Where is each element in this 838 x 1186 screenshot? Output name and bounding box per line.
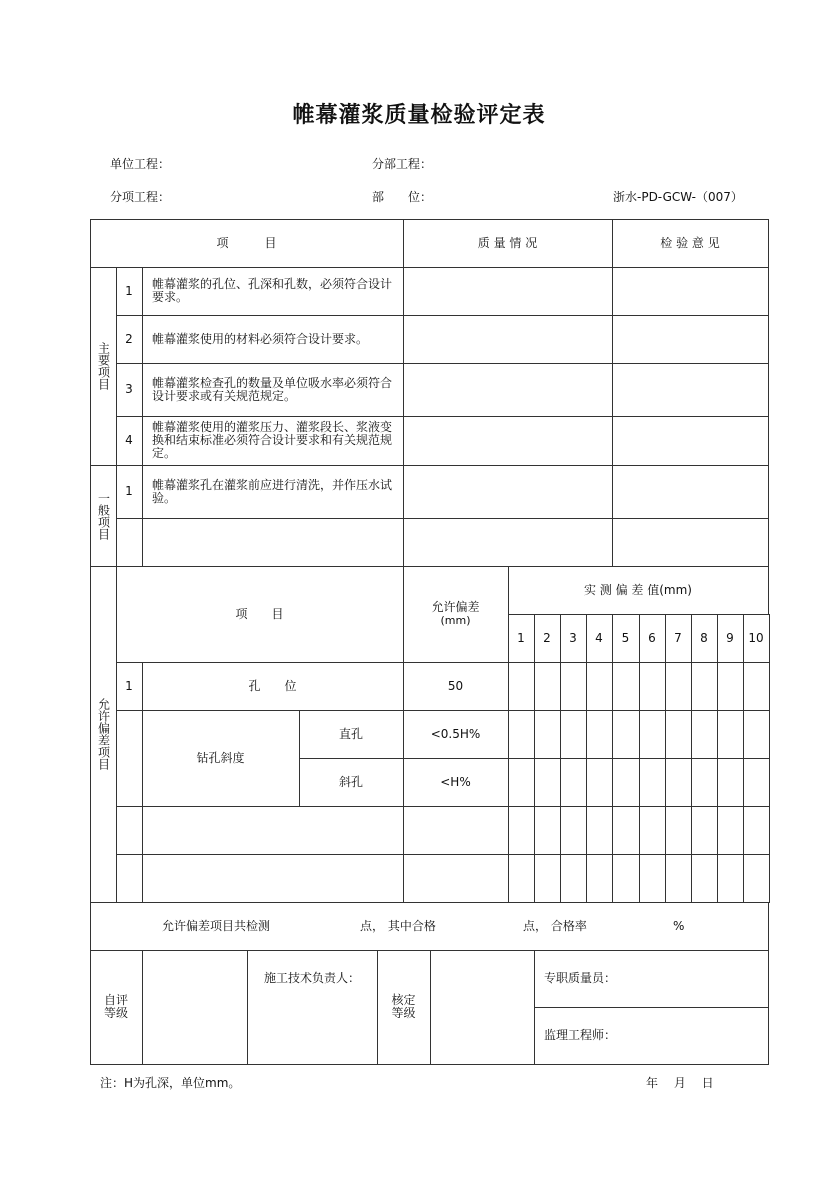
tech-lead-label: 施工技术负责人： bbox=[263, 971, 360, 985]
unit-project-label: 单位工程： bbox=[110, 157, 171, 171]
measured-value-cell[interactable] bbox=[743, 854, 770, 903]
row-no: 2 bbox=[116, 315, 143, 364]
allow-header-label: 允许偏差 bbox=[431, 600, 480, 614]
measured-column-header: 10 bbox=[743, 614, 770, 663]
row-no: 1 bbox=[116, 267, 143, 316]
measured-value-cell[interactable] bbox=[665, 806, 692, 855]
row-no bbox=[116, 710, 143, 807]
self-grade-label bbox=[90, 950, 143, 1065]
header-opinion-label: 检 验 意 见 bbox=[660, 235, 720, 250]
allowance-category-label: 允许偏差项目 bbox=[96, 698, 111, 770]
measured-value-cell[interactable] bbox=[534, 662, 561, 711]
measured-value-cell[interactable] bbox=[717, 854, 744, 903]
measured-value-cell[interactable] bbox=[743, 806, 770, 855]
row-text: 帷幕灌浆的孔位、孔深和孔数，必须符合设计要求。 bbox=[142, 267, 404, 316]
allowance-item[interactable] bbox=[142, 806, 404, 855]
measured-value-cell[interactable] bbox=[560, 710, 587, 759]
date-label: 年 月 日 bbox=[646, 1076, 714, 1090]
measured-value-cell[interactable] bbox=[717, 758, 744, 807]
allowance-value-header bbox=[403, 566, 509, 663]
opinion-cell[interactable] bbox=[612, 518, 769, 567]
division-project-label: 分部工程： bbox=[372, 157, 433, 171]
measured-value-cell[interactable] bbox=[560, 854, 587, 903]
allowance-item: 孔 位 bbox=[142, 662, 404, 711]
row-text: 帷幕灌浆使用的材料必须符合设计要求。 bbox=[142, 315, 404, 364]
header-item bbox=[90, 219, 404, 268]
row-no bbox=[116, 518, 143, 567]
measured-value-cell[interactable] bbox=[691, 806, 718, 855]
measured-value-cell[interactable] bbox=[534, 710, 561, 759]
measured-value-cell[interactable] bbox=[508, 710, 535, 759]
location-label: 部 位： bbox=[372, 190, 433, 204]
allowance-value: <0.5H% bbox=[403, 710, 509, 759]
measured-header bbox=[508, 566, 769, 615]
header-quality bbox=[403, 219, 613, 268]
measured-value-cell[interactable] bbox=[717, 710, 744, 759]
measured-value-cell[interactable] bbox=[612, 854, 640, 903]
measured-value-cell[interactable] bbox=[560, 758, 587, 807]
measured-column-header: 3 bbox=[560, 614, 587, 663]
row-text[interactable] bbox=[142, 518, 404, 567]
measured-value-cell[interactable] bbox=[639, 854, 666, 903]
measured-column-header: 2 bbox=[534, 614, 561, 663]
measured-value-cell[interactable] bbox=[665, 710, 692, 759]
measured-column-header: 8 bbox=[691, 614, 718, 663]
main-category-label: 主要项目 bbox=[96, 342, 111, 390]
measured-column-header: 4 bbox=[586, 614, 613, 663]
qc-label: 专职质量员： bbox=[544, 971, 617, 985]
quality-cell[interactable] bbox=[403, 518, 613, 567]
tech-lead-cell[interactable] bbox=[247, 950, 378, 1065]
sub-project-label: 分项工程： bbox=[110, 190, 171, 204]
allowance-subitem: 直孔 bbox=[299, 710, 404, 759]
measured-value-cell[interactable] bbox=[534, 758, 561, 807]
measured-value-cell[interactable] bbox=[639, 758, 666, 807]
measured-value-cell[interactable] bbox=[586, 758, 613, 807]
quality-cell[interactable] bbox=[403, 315, 613, 364]
quality-cell[interactable] bbox=[403, 267, 613, 316]
measured-value-cell[interactable] bbox=[586, 710, 613, 759]
opinion-cell[interactable] bbox=[612, 267, 769, 316]
measured-value-cell[interactable] bbox=[743, 710, 770, 759]
measured-value-cell[interactable] bbox=[691, 854, 718, 903]
verify-grade-value[interactable] bbox=[430, 950, 535, 1065]
self-grade-text: 自评等级 bbox=[103, 993, 128, 1020]
self-grade-value[interactable] bbox=[142, 950, 248, 1065]
measured-header-label: 实 测 偏 差 值(mm) bbox=[583, 582, 692, 597]
measured-value-cell[interactable] bbox=[586, 854, 613, 903]
measured-value-cell[interactable] bbox=[508, 758, 535, 807]
measured-value-cell[interactable] bbox=[586, 662, 613, 711]
measured-value-cell[interactable] bbox=[508, 854, 535, 903]
general-items-category bbox=[90, 465, 117, 567]
page-title: 帷幕灌浆质量检验评定表 bbox=[292, 103, 546, 128]
summary-row bbox=[90, 902, 769, 951]
form-code: 浙水-PD-GCW-（007） bbox=[613, 190, 743, 204]
opinion-cell[interactable] bbox=[612, 416, 769, 466]
measured-value-cell[interactable] bbox=[612, 758, 640, 807]
row-no: 3 bbox=[116, 363, 143, 417]
measured-value-cell[interactable] bbox=[612, 662, 640, 711]
measured-value-cell[interactable] bbox=[639, 710, 666, 759]
allowance-subitem: 斜孔 bbox=[299, 758, 404, 807]
measured-value-cell[interactable] bbox=[743, 758, 770, 807]
header-item-label: 项 目 bbox=[216, 235, 277, 250]
allowance-category bbox=[90, 566, 117, 903]
measured-value-cell[interactable] bbox=[691, 662, 718, 711]
allowance-item-header-label: 项 目 bbox=[235, 606, 284, 621]
allowance-item[interactable] bbox=[142, 854, 404, 903]
summary-total-label: 允许偏差项目共检测 bbox=[162, 918, 271, 933]
row-no bbox=[116, 854, 143, 903]
measured-value-cell[interactable] bbox=[612, 806, 640, 855]
opinion-cell[interactable] bbox=[612, 465, 769, 519]
summary-percent-label: % bbox=[673, 918, 685, 933]
header-opinion bbox=[612, 219, 769, 268]
verify-grade-text: 核定等级 bbox=[391, 993, 416, 1020]
row-no: 1 bbox=[116, 465, 143, 519]
measured-value-cell[interactable] bbox=[691, 758, 718, 807]
measured-value-cell[interactable] bbox=[691, 710, 718, 759]
measured-value-cell[interactable] bbox=[560, 806, 587, 855]
measured-value-cell[interactable] bbox=[560, 662, 587, 711]
measured-value-cell[interactable] bbox=[665, 758, 692, 807]
measured-value-cell[interactable] bbox=[665, 662, 692, 711]
allowance-value[interactable] bbox=[403, 854, 509, 903]
row-no: 4 bbox=[116, 416, 143, 466]
header-quality-label: 质 量 情 况 bbox=[477, 235, 538, 250]
row-no bbox=[116, 806, 143, 855]
measured-column-header: 9 bbox=[717, 614, 744, 663]
quality-cell[interactable] bbox=[403, 465, 613, 519]
opinion-cell[interactable] bbox=[612, 315, 769, 364]
supervisor-cell[interactable] bbox=[534, 1007, 769, 1065]
note: 注：H为孔深，单位mm。 bbox=[100, 1076, 241, 1090]
allowance-item-header bbox=[116, 566, 404, 663]
measured-column-header: 7 bbox=[665, 614, 692, 663]
allowance-value: 50 bbox=[403, 662, 509, 711]
main-items-category bbox=[90, 267, 117, 466]
row-text: 帷幕灌浆孔在灌浆前应进行清洗，并作压水试验。 bbox=[142, 465, 404, 519]
measured-column-header: 1 bbox=[508, 614, 535, 663]
measured-value-cell[interactable] bbox=[639, 806, 666, 855]
allowance-item: 钻孔斜度 bbox=[142, 710, 300, 807]
row-text: 帷幕灌浆检查孔的数量及单位吸水率必须符合设计要求或有关规范规定。 bbox=[142, 363, 404, 417]
measured-column-header: 5 bbox=[612, 614, 640, 663]
general-category-label: 一般项目 bbox=[96, 491, 111, 540]
allowance-value: <H% bbox=[403, 758, 509, 807]
measured-value-cell[interactable] bbox=[639, 662, 666, 711]
measured-value-cell[interactable] bbox=[665, 854, 692, 903]
measured-value-cell[interactable] bbox=[534, 806, 561, 855]
row-no: 1 bbox=[116, 662, 143, 711]
measured-column-header: 6 bbox=[639, 614, 666, 663]
measured-value-cell[interactable] bbox=[508, 662, 535, 711]
verify-grade-label bbox=[377, 950, 431, 1065]
quality-cell[interactable] bbox=[403, 416, 613, 466]
measured-value-cell[interactable] bbox=[586, 806, 613, 855]
measured-value-cell[interactable] bbox=[534, 854, 561, 903]
measured-value-cell[interactable] bbox=[743, 662, 770, 711]
supervisor-label: 监理工程师： bbox=[544, 1028, 617, 1042]
measured-value-cell[interactable] bbox=[612, 710, 640, 759]
measured-value-cell[interactable] bbox=[717, 662, 744, 711]
summary-passed-label: 点， 其中合格 bbox=[360, 918, 436, 933]
row-text: 帷幕灌浆使用的灌浆压力、灌浆段长、浆液变换和结束标准必须符合设计要求和有关规范规定。 bbox=[142, 416, 404, 466]
opinion-cell[interactable] bbox=[612, 363, 769, 417]
summary-rate-label: 点， 合格率 bbox=[523, 918, 587, 933]
measured-value-cell[interactable] bbox=[508, 806, 535, 855]
allowance-value[interactable] bbox=[403, 806, 509, 855]
qc-cell[interactable] bbox=[534, 950, 769, 1008]
quality-cell[interactable] bbox=[403, 363, 613, 417]
allow-unit-label: (mm) bbox=[440, 614, 471, 627]
measured-value-cell[interactable] bbox=[717, 806, 744, 855]
